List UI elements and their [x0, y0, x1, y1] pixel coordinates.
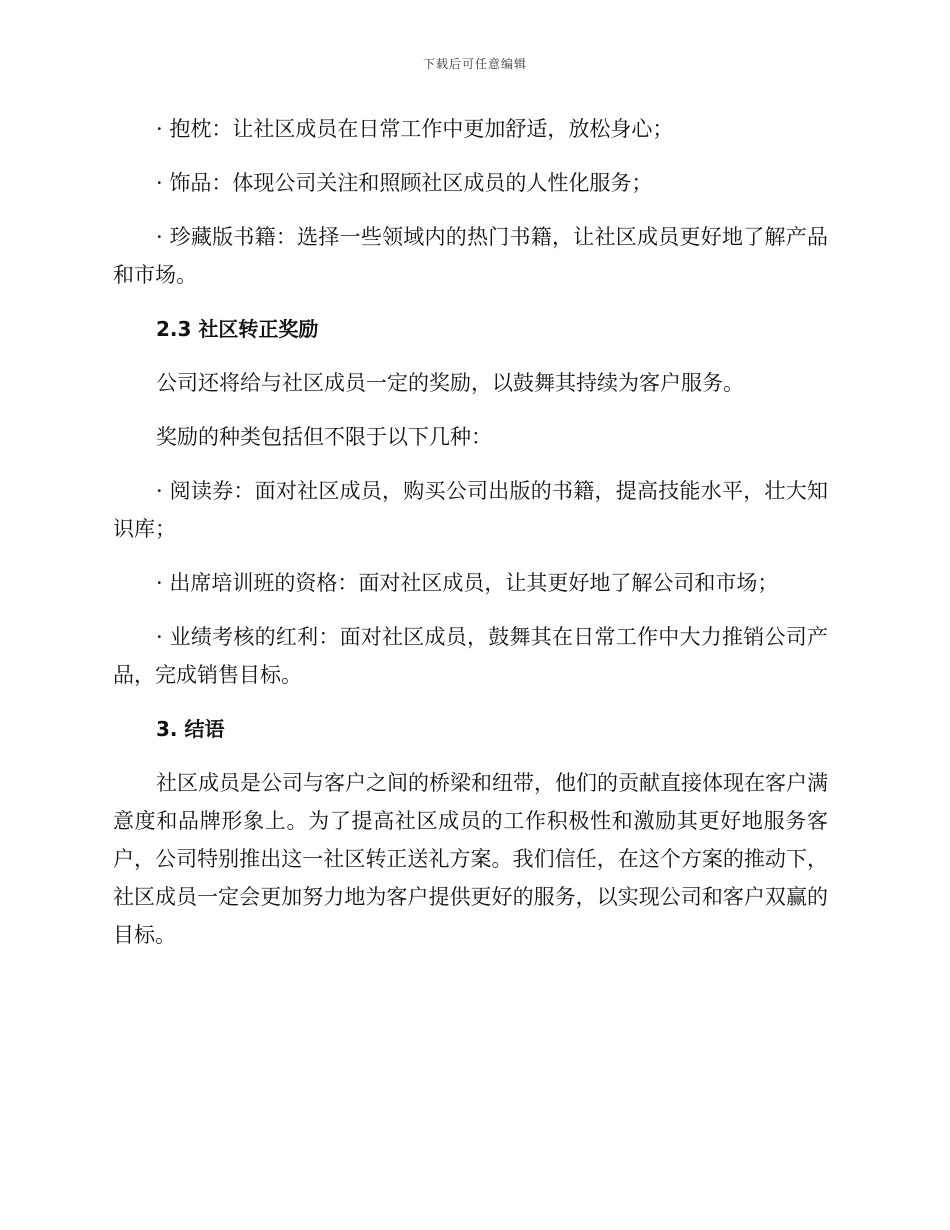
- section-heading-3: 3. 结语: [156, 717, 225, 741]
- section-heading-2-3: 2.3 社区转正奖励: [156, 317, 319, 341]
- paragraph-reward-intro: 公司还将给与社区成员一定的奖励，以鼓舞其持续为客户服务。: [156, 371, 744, 395]
- paragraph-reward-types: 奖励的种类包括但不限于以下几种：: [156, 425, 492, 449]
- paragraph-conclusion: 社区成员是公司与客户之间的桥梁和纽带，他们的贡献直接体现在客户满意度和品牌形象上。为了提高社区成员的工作积极性和激励其更好地服务客户，公司特别推出这一社区转正送礼方案。我们信任，在这个方案的推动下，社区成员一定会更加努力地为客户提供更好的服务，以实现公司和客户双赢的目标。: [113, 771, 828, 947]
- bullet-training-qualification: · 出席培训班的资格：面对社区成员，让其更好地了解公司和市场；: [156, 571, 779, 595]
- page-header: 下载后可任意编辑: [422, 57, 527, 71]
- bullet-reading-voucher: · 阅读券：面对社区成员，购买公司出版的书籍，提高技能水平，壮大知识库；: [113, 479, 828, 541]
- bullet-performance-bonus: · 业绩考核的红利：面对社区成员，鼓舞其在日常工作中大力推销公司产品，完成销售目标。: [113, 625, 828, 687]
- bullet-accessories: · 饰品：体现公司关注和照顾社区成员的人性化服务；: [156, 171, 653, 195]
- document-body: [113, 110, 828, 970]
- bullet-pillow: · 抱枕：让社区成员在日常工作中更加舒适，放松身心；: [156, 117, 674, 141]
- bullet-books: · 珍藏版书籍：选择一些领域内的热门书籍，让社区成员更好地了解产品和市场。: [113, 225, 828, 287]
